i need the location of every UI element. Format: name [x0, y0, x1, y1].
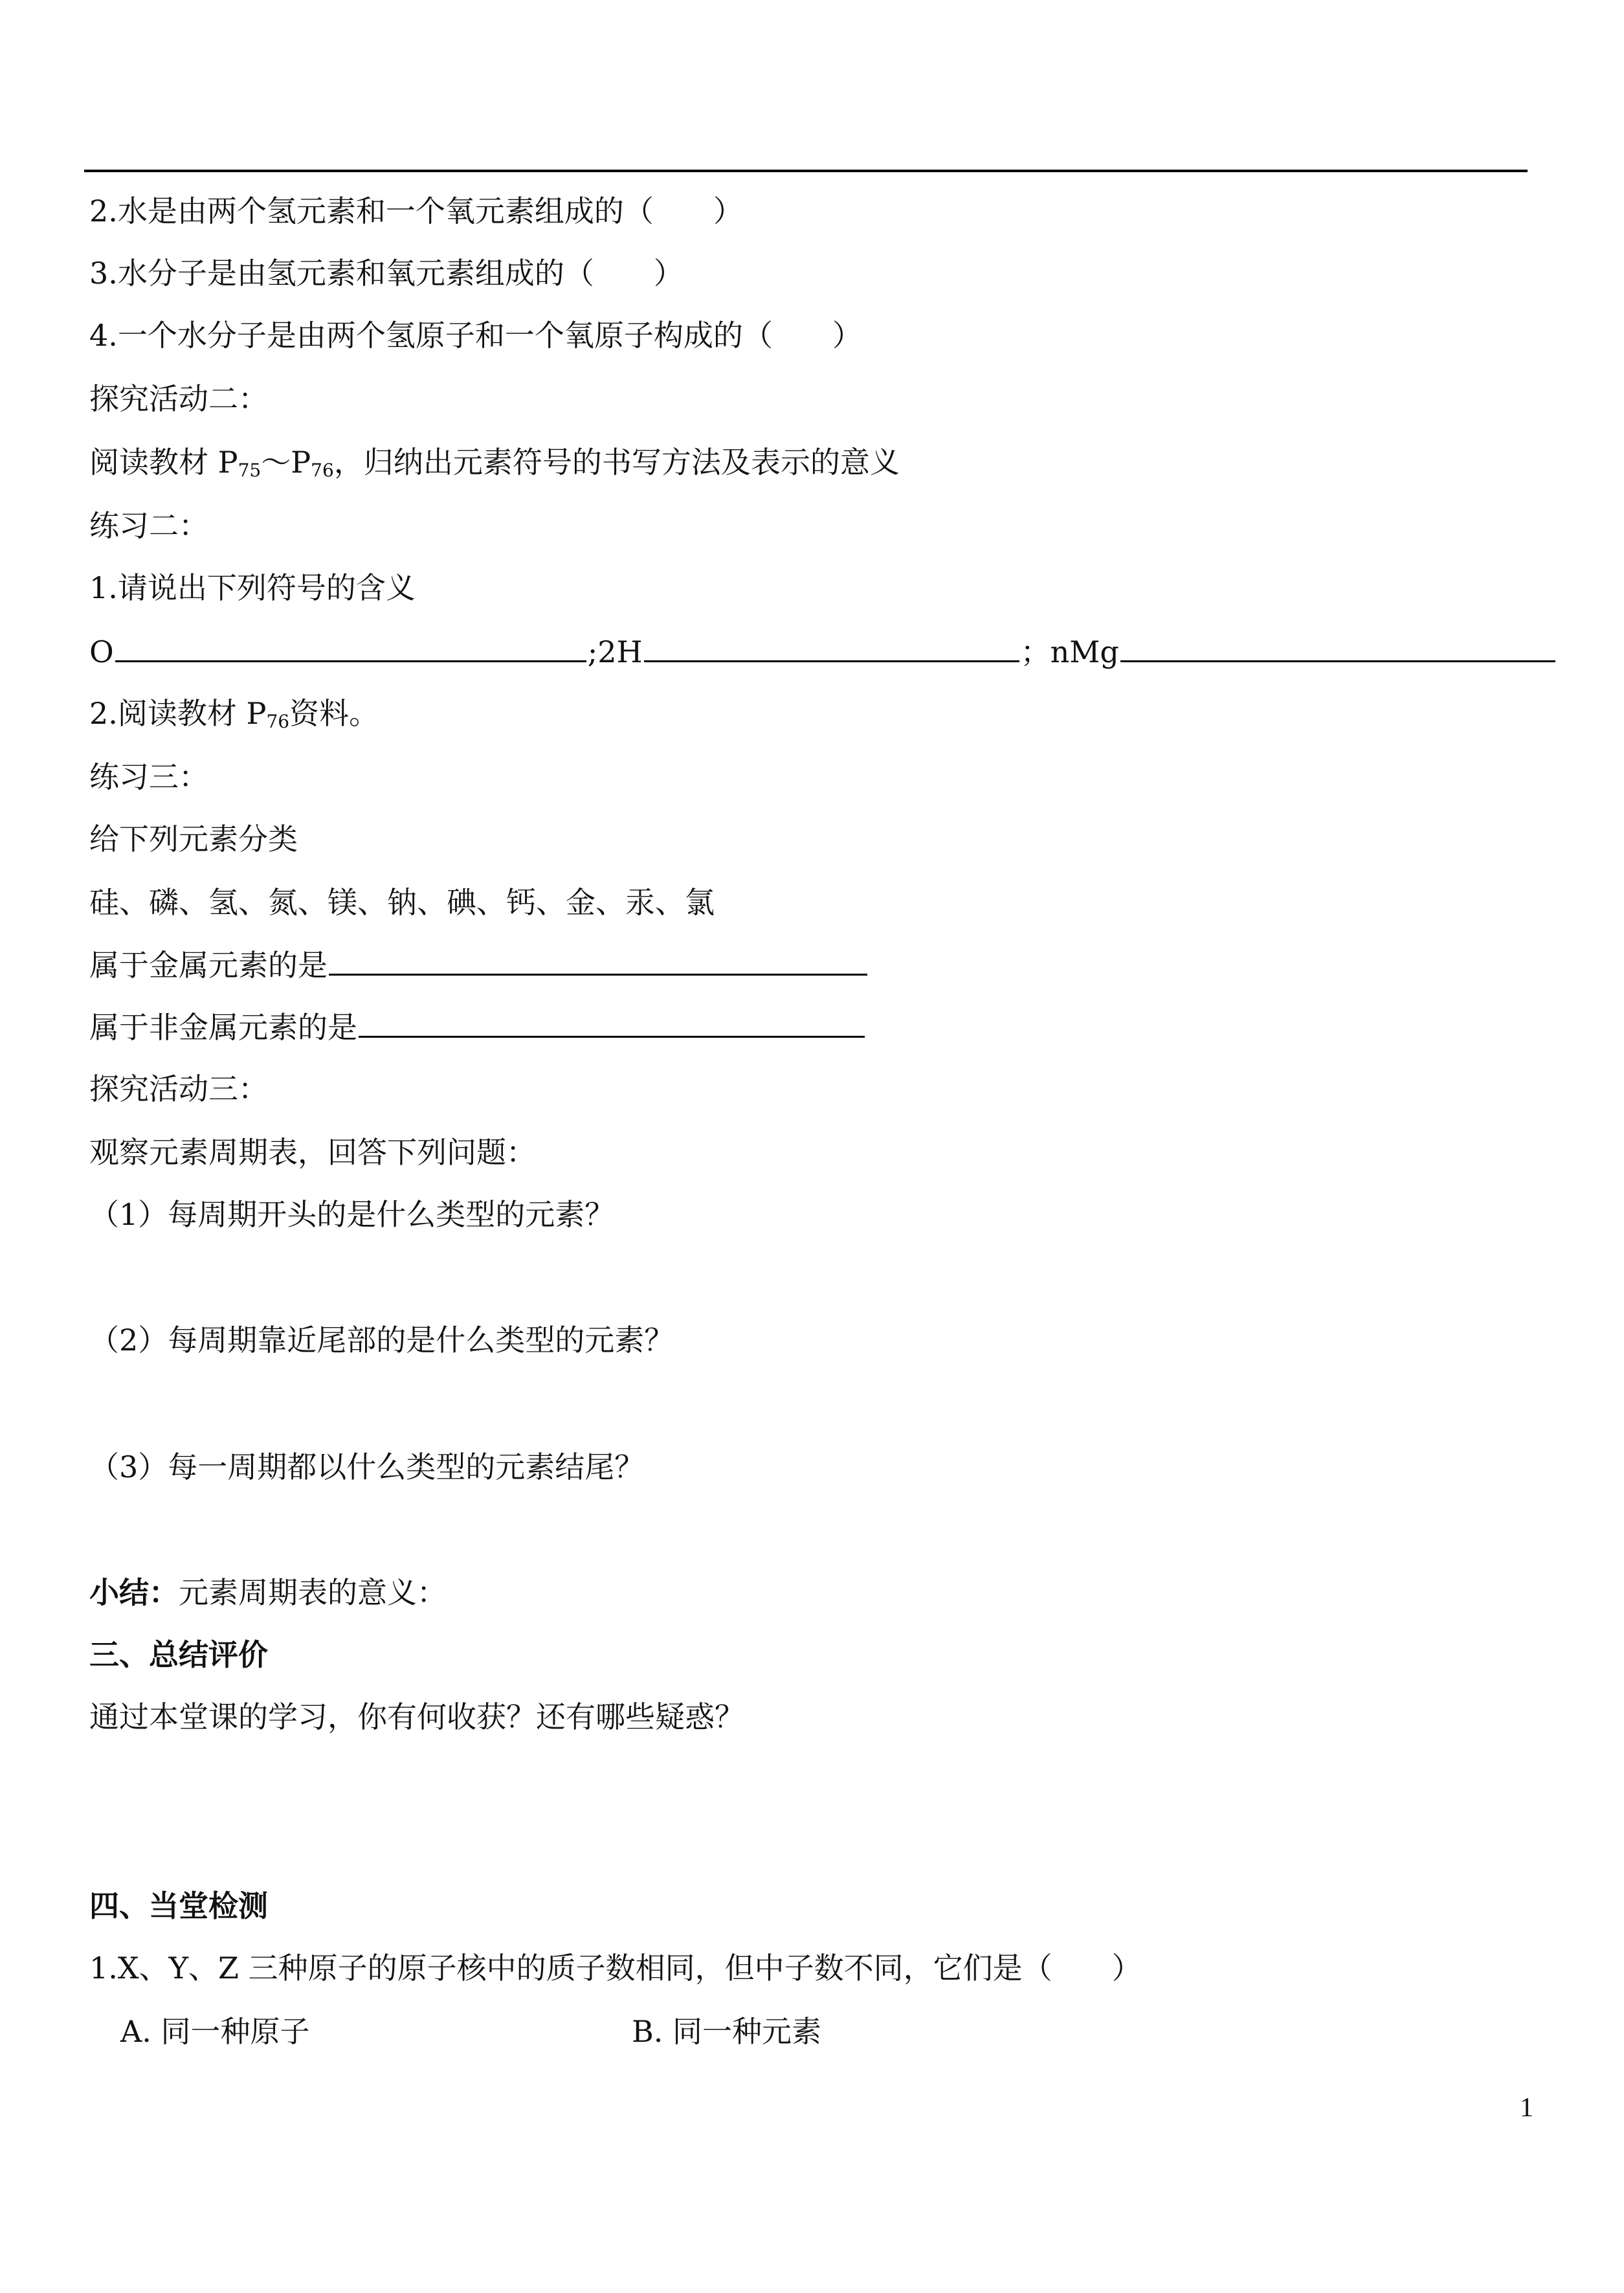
symbol-2h: ;2H — [587, 634, 643, 669]
metal-row — [89, 945, 869, 985]
symbol-answer-row — [89, 632, 1557, 671]
question-4: 4.一个水分子是由两个氢原子和一个氧原子构成的（ ） — [89, 318, 862, 353]
option-a[interactable]: A. 同一种原子 — [120, 2014, 310, 2049]
reflection-question: 通过本堂课的学习，你有何收获？还有哪些疑惑？ — [89, 1699, 744, 1734]
symbol-2h-answer-blank[interactable] — [644, 632, 1019, 662]
section-4-heading: 四、当堂检测 — [89, 1888, 268, 1923]
nonmetal-answer-blank[interactable] — [359, 1007, 865, 1038]
symbol-o-answer-blank[interactable] — [115, 632, 586, 662]
classify-instruction: 给下列元素分类 — [89, 822, 298, 856]
summary-text: 元素周期表的意义： — [179, 1575, 447, 1610]
activity-3-heading: 探究活动三： — [89, 1071, 268, 1106]
period-question-3: （3）每一周期都以什么类型的元素结尾？ — [89, 1449, 645, 1484]
ex2-q2-suffix: 资料。 — [289, 696, 379, 731]
reading-suffix: ，归纳出元素符号的书写方法及表示的意义 — [333, 445, 900, 480]
question-2: 2.水是由两个氢元素和一个氧元素组成的（ ） — [89, 194, 743, 229]
activity-2-heading: 探究活动二： — [89, 381, 268, 416]
ex2-q2-prefix: 2.阅读教材 P — [89, 696, 267, 731]
test-question-1: 1.X、Y、Z 三种原子的原子核中的质子数相同，但中子数不同，它们是（ ） — [89, 1951, 1142, 1985]
symbol-nmg: ；nMg — [1020, 634, 1119, 669]
header-rule — [84, 170, 1528, 172]
question-3: 3.水分子是由氢元素和氧元素组成的（ ） — [89, 256, 684, 291]
reading-page-start: 75 — [238, 460, 261, 481]
period-question-2: （2）每周期靠近尾部的是什么类型的元素？ — [89, 1323, 674, 1358]
metal-label: 属于金属元素的是 — [89, 948, 328, 983]
metal-answer-blank[interactable] — [329, 945, 867, 976]
exercise-2-question-2 — [89, 694, 379, 733]
nonmetal-row — [89, 1007, 866, 1047]
reading-page-end: 76 — [311, 460, 334, 481]
symbol-nmg-answer-blank[interactable] — [1120, 632, 1555, 662]
reading-prefix: 阅读教材 P — [89, 445, 238, 480]
observe-instruction: 观察元素周期表，回答下列问题： — [89, 1135, 536, 1170]
reading-instruction — [89, 443, 900, 482]
period-question-1: （1）每周期开头的是什么类型的元素？ — [89, 1197, 615, 1232]
option-b[interactable]: B. 同一种元素 — [632, 2014, 822, 2049]
exercise-3-heading: 练习三： — [89, 759, 208, 794]
nonmetal-label: 属于非金属元素的是 — [89, 1010, 357, 1045]
element-list: 硅、磷、氢、氮、镁、钠、碘、钙、金、汞、氯 — [89, 885, 715, 920]
symbol-o: O — [89, 634, 114, 669]
page-number: 1 — [1520, 2093, 1533, 2123]
summary-label: 小结： — [89, 1575, 179, 1610]
summary-row — [89, 1573, 447, 1612]
section-3-heading: 三、总结评价 — [89, 1637, 268, 1672]
exercise-2-question-1: 1.请说出下列符号的含义 — [89, 570, 416, 605]
reading-tilde: ～P — [261, 445, 311, 480]
ex2-q2-page: 76 — [266, 711, 290, 732]
exercise-2-heading: 练习二： — [89, 508, 208, 543]
